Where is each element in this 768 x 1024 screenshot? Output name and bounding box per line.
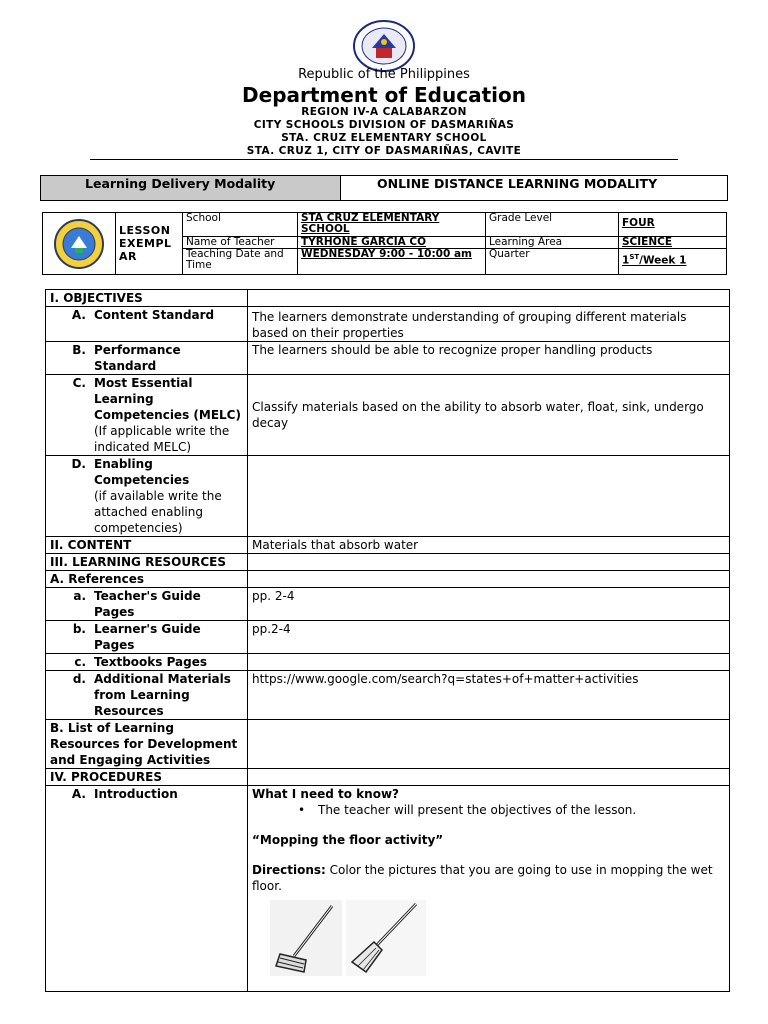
intro-key: A.: [71, 787, 86, 801]
lg-key: b.: [72, 622, 86, 636]
performance-label: Performance Standard: [94, 343, 181, 373]
lg-label: Learner's Guide Pages: [94, 622, 201, 652]
republic-line: Republic of the Philippines: [298, 67, 470, 82]
enabling-cell: [46, 456, 248, 537]
content-standard-label: Content Standard: [94, 308, 215, 322]
lg-value: pp.2-4: [248, 621, 730, 654]
header-divider: [90, 159, 678, 160]
procedures-heading: IV. PROCEDURES: [46, 769, 248, 786]
content-standard-value: The learners demonstrate understanding of grouping different materials based on their properties: [248, 307, 730, 342]
pictures-row: [270, 900, 725, 976]
deped-seal-logo: [352, 20, 416, 72]
what-heading: What I need to know?: [252, 787, 399, 801]
performance-cell: [46, 342, 248, 375]
resources-heading: III. LEARNING RESOURCES: [46, 554, 248, 571]
enabling-key: D.: [71, 457, 86, 471]
lesson-label-1: LESSON: [119, 224, 171, 237]
tg-key: a.: [73, 589, 86, 603]
am-label: Additional Materials from Learning Resources: [94, 672, 231, 718]
performance-value: The learners should be able to recognize proper handling products: [248, 342, 730, 375]
content-heading: II. CONTENT: [46, 537, 248, 554]
melc-note: (If applicable write the indicated MELC): [94, 424, 230, 454]
references-empty: [248, 571, 730, 588]
school-label: School: [183, 213, 298, 237]
enabling-value: [248, 456, 730, 537]
resources-empty: [248, 554, 730, 571]
am-key: d.: [72, 672, 86, 686]
lg-cell: [46, 621, 248, 654]
tg-cell: [46, 588, 248, 621]
objectives-empty: [248, 290, 730, 307]
quarter-label: Quarter: [486, 249, 619, 275]
directions: [252, 862, 725, 894]
references-heading: A. References: [46, 571, 248, 588]
school-logo-cell: [43, 213, 116, 275]
intro-content: [248, 786, 730, 992]
content-standard-cell: [46, 307, 248, 342]
content-standard-key: A.: [71, 308, 86, 322]
intro-cell: [46, 786, 248, 992]
tg-label: Teacher's Guide Pages: [94, 589, 201, 619]
tg-value: pp. 2-4: [248, 588, 730, 621]
modality-label: Learning Delivery Modality: [41, 176, 341, 200]
am-cell: [46, 671, 248, 720]
content-value: Materials that absorb water: [248, 537, 730, 554]
lesson-plan-table: [45, 289, 730, 992]
tb-key: c.: [74, 655, 86, 669]
list-resources-empty: [248, 720, 730, 769]
lesson-label-3: AR: [119, 250, 137, 263]
melc-cell: [46, 375, 248, 456]
bullet-item: [252, 802, 725, 818]
directions-text: Color the pictures that you are going to use in mopping the wet floor.: [252, 863, 713, 893]
am-value: https://www.google.com/search?q=states+of+matter+activities: [248, 671, 730, 720]
melc-value: Classify materials based on the ability to absorb water, float, sink, undergo decay: [248, 375, 730, 456]
lesson-info-table: [42, 212, 727, 275]
mop-picture: [270, 900, 342, 976]
modality-box: [40, 175, 728, 201]
quarter-suffix: ST: [629, 253, 640, 261]
grade-value: FOUR: [619, 213, 727, 237]
date-value: WEDNESDAY 9:00 - 10:00 am: [298, 249, 486, 275]
bullet-text: The teacher will present the objectives of the lesson.: [318, 803, 637, 817]
procedures-empty: [248, 769, 730, 786]
date-label: Teaching Date and Time: [183, 249, 298, 275]
school-value: STA CRUZ ELEMENTARY SCHOOL: [298, 213, 486, 237]
quarter-number: 1: [622, 254, 630, 267]
melc-key: C.: [72, 376, 86, 390]
activity-title: “Mopping the floor activity”: [252, 833, 444, 847]
school-line: STA. CRUZ ELEMENTARY SCHOOL: [281, 132, 487, 144]
lesson-exemplar-label: [116, 213, 183, 275]
broom-picture: [346, 900, 426, 976]
directions-label: Directions:: [252, 863, 326, 877]
modality-value: ONLINE DISTANCE LEARNING MODALITY: [377, 176, 658, 191]
department-title: Department of Education: [242, 83, 526, 107]
teacher-value: TYRHONE GARCIA CO: [298, 237, 486, 249]
intro-label: Introduction: [94, 787, 178, 801]
bullet-dot: •: [298, 803, 306, 817]
list-resources-label: B. List of Learning Resources for Development and Engaging Activities: [46, 720, 248, 769]
grade-label: Grade Level: [486, 213, 619, 237]
quarter-value: [619, 249, 727, 275]
area-label: Learning Area: [486, 237, 619, 249]
enabling-label: Enabling Competencies: [94, 457, 190, 487]
quarter-week: /Week 1: [639, 254, 687, 267]
objectives-heading: I. OBJECTIVES: [46, 290, 248, 307]
school-logo-icon: [49, 218, 109, 270]
division-line: CITY SCHOOLS DIVISION OF DASMARIÑAS: [253, 119, 515, 131]
area-value: SCIENCE: [619, 237, 727, 249]
tb-cell: [46, 654, 248, 671]
enabling-note: (if available write the attached enabling competencies): [94, 489, 222, 535]
performance-key: B.: [72, 343, 86, 357]
tb-label: Textbooks Pages: [94, 655, 208, 669]
lesson-label-2: EXEMPL: [119, 237, 172, 250]
teacher-label: Name of Teacher: [183, 237, 298, 249]
melc-label: Most Essential Learning Competencies (MELC): [94, 376, 241, 422]
tb-value: [248, 654, 730, 671]
address-line: STA. CRUZ 1, CITY OF DASMARIÑAS, CAVITE: [246, 145, 522, 157]
region-line: REGION IV-A CALABARZON: [301, 106, 467, 118]
